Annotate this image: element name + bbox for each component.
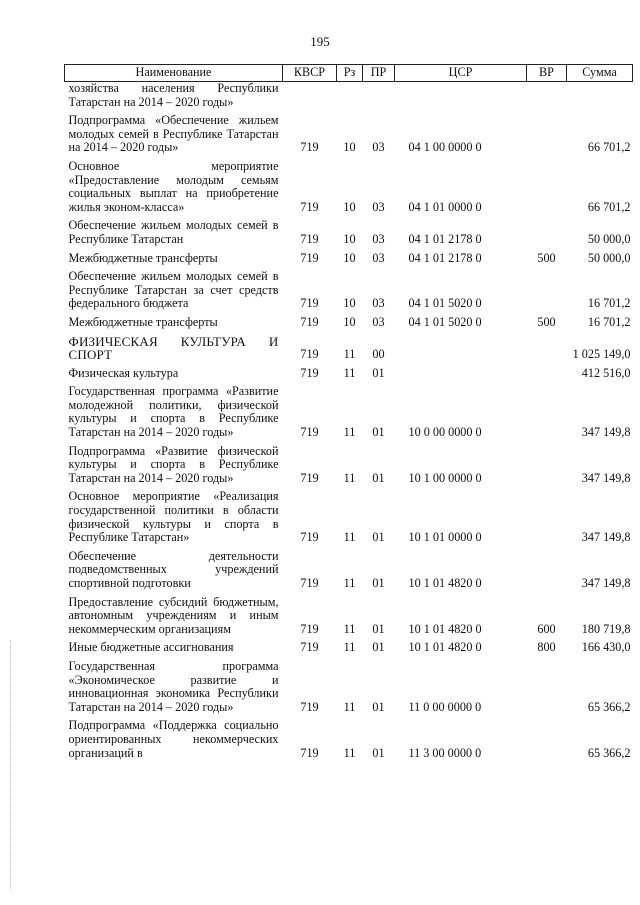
row-kvsr — [283, 82, 337, 115]
row-pr: 01 — [372, 470, 385, 485]
row-sum: 66 701,2 — [587, 140, 631, 155]
row-csr — [395, 82, 527, 115]
row-kvsr: 719 — [300, 250, 319, 265]
header-csr: ЦСР — [395, 65, 527, 82]
row-rz: 11 — [343, 745, 356, 760]
row-pr: 01 — [372, 365, 385, 380]
table-header-row — [65, 65, 633, 82]
row-sum: 1 025 149,0 — [572, 347, 631, 362]
row-name: Государственная программа «Развитие молодежной политики, физической культуры и спорта в Республике Татарстан на 2014 – 2020 годы» — [68, 384, 279, 440]
row-rz: 10 — [343, 314, 356, 329]
row-csr: 10 1 01 4820 0 — [408, 621, 482, 636]
row-vr — [527, 270, 567, 316]
row-rz: 10 — [343, 231, 356, 246]
row-rz: 11 — [343, 530, 356, 545]
row-sum: 166 430,0 — [581, 640, 631, 655]
row-pr: 03 — [372, 250, 385, 265]
table-row — [65, 219, 633, 251]
row-vr — [527, 445, 567, 491]
row-pr: 00 — [372, 347, 385, 362]
row-sum: 50 000,0 — [587, 231, 631, 246]
row-vr — [527, 719, 567, 765]
row-vr — [527, 490, 567, 549]
row-name: Обеспечение жильем молодых семей в Республике Татарстан — [68, 218, 279, 246]
row-vr — [527, 160, 567, 219]
header-name: Наименование — [65, 65, 283, 82]
table-row — [65, 596, 633, 642]
row-vr — [527, 550, 567, 596]
header-pr: ПР — [363, 65, 395, 82]
row-rz: 10 — [343, 296, 356, 311]
row-sum: 50 000,0 — [587, 250, 631, 265]
row-pr: 01 — [372, 425, 385, 440]
row-pr — [363, 82, 395, 115]
row-pr: 03 — [372, 199, 385, 214]
table-row — [65, 550, 633, 596]
row-vr — [527, 82, 567, 115]
row-csr: 11 3 00 0000 0 — [408, 745, 482, 760]
row-kvsr: 719 — [300, 140, 319, 155]
row-vr: 500 — [537, 314, 556, 329]
row-sum: 16 701,2 — [587, 314, 631, 329]
table-row — [65, 252, 633, 271]
table-row — [65, 719, 633, 765]
row-csr: 04 1 01 5020 0 — [408, 314, 482, 329]
row-name: Физическая культура — [68, 365, 179, 380]
row-pr: 01 — [372, 621, 385, 636]
row-rz: 11 — [343, 347, 356, 362]
row-vr — [527, 385, 567, 444]
row-sum: 65 366,2 — [587, 745, 631, 760]
row-csr: 04 1 01 2178 0 — [408, 250, 482, 265]
row-csr: 10 0 00 0000 0 — [408, 425, 482, 440]
row-name: Основное мероприятие «Предоставление молодым семьям социальных выплат на приобретение жилья эконом-класса» — [68, 158, 279, 214]
row-vr — [527, 114, 567, 160]
row-sum: 16 701,2 — [587, 296, 631, 311]
row-csr: 10 1 01 4820 0 — [408, 640, 482, 655]
row-csr: 04 1 00 0000 0 — [408, 140, 482, 155]
row-kvsr: 719 — [300, 347, 319, 362]
row-csr: 10 1 01 4820 0 — [408, 576, 482, 590]
row-name: Подпрограмма «Обеспечение жильем молодых семей в Республике Татарстан на 2014 – 2020 годы» — [68, 113, 279, 155]
row-sum: 412 516,0 — [581, 365, 631, 380]
row-vr: 600 — [537, 621, 556, 636]
margin-dotted-line — [10, 640, 12, 890]
row-kvsr: 719 — [300, 745, 319, 760]
row-name: ФИЗИЧЕСКАЯ КУЛЬТУРА И СПОРТ — [68, 333, 279, 363]
row-rz: 10 — [343, 250, 356, 265]
row-name: Основное мероприятие «Реализация государственной политики в области физической культуры и спорта в Республике Татарстан» — [68, 489, 279, 545]
row-pr: 03 — [372, 314, 385, 329]
budget-table — [64, 64, 633, 765]
row-name: Обеспечение жильем молодых семей в Республике Татарстан за счет средств федерального бюджета — [68, 269, 279, 311]
row-name: Государственная программа «Экономическое развитие и инновационная экономика Республики Татарстан на 2014 – 2020 годы» — [68, 658, 279, 714]
row-kvsr: 719 — [300, 530, 319, 545]
row-csr — [395, 335, 527, 367]
row-name: Иные бюджетные ассигнования — [68, 640, 234, 655]
table-row — [65, 114, 633, 160]
header-kvsr: КВСР — [283, 65, 337, 82]
row-vr: 800 — [537, 640, 556, 655]
row-sum: 347 149,8 — [581, 425, 631, 440]
row-csr: 10 1 00 0000 0 — [408, 470, 482, 485]
table-row — [65, 367, 633, 386]
row-csr: 04 1 01 5020 0 — [408, 296, 482, 311]
row-sum — [567, 82, 633, 115]
row-csr: 10 1 01 0000 0 — [408, 530, 482, 545]
row-sum: 180 719,8 — [581, 621, 631, 636]
row-csr — [395, 367, 527, 386]
row-rz: 10 — [343, 199, 356, 214]
row-pr: 01 — [372, 640, 385, 655]
table-row — [65, 445, 633, 491]
row-name: Межбюджетные трансферты — [68, 314, 218, 329]
table-row — [65, 160, 633, 219]
row-name: Обеспечение деятельности подведомственных учреждений спортивной подготовки — [68, 548, 279, 590]
row-rz: 11 — [343, 640, 356, 655]
header-sum: Сумма — [567, 65, 633, 82]
row-kvsr: 719 — [300, 640, 319, 655]
row-kvsr: 719 — [300, 699, 319, 714]
row-vr — [527, 367, 567, 386]
row-rz: 11 — [343, 470, 356, 485]
row-sum: 65 366,2 — [587, 699, 631, 714]
header-vr: ВР — [527, 65, 567, 82]
row-kvsr: 719 — [300, 199, 319, 214]
row-rz — [337, 82, 363, 115]
row-sum: 347 149,8 — [581, 530, 631, 545]
row-pr: 01 — [372, 745, 385, 760]
table-row — [65, 641, 633, 660]
row-vr — [527, 335, 567, 367]
row-kvsr: 719 — [300, 470, 319, 485]
row-kvsr: 719 — [300, 314, 319, 329]
row-vr — [527, 660, 567, 719]
row-pr: 01 — [372, 530, 385, 545]
row-sum: 347 149,8 — [581, 576, 631, 590]
row-name: Межбюджетные трансферты — [68, 250, 218, 265]
table-row — [65, 316, 633, 335]
row-pr: 03 — [372, 296, 385, 311]
row-vr — [527, 219, 567, 251]
table-row — [65, 385, 633, 444]
row-kvsr: 719 — [300, 621, 319, 636]
row-csr: 04 1 01 0000 0 — [408, 199, 482, 214]
row-kvsr: 719 — [300, 365, 319, 380]
row-name: Предоставление субсидий бюджетным, автономным учреждениям и иным некоммерческим организациям — [68, 594, 279, 636]
row-rz: 11 — [343, 699, 356, 714]
row-vr: 500 — [537, 250, 556, 265]
row-rz: 10 — [343, 140, 356, 155]
row-csr: 04 1 01 2178 0 — [408, 231, 482, 246]
header-rz: Рз — [337, 65, 363, 82]
row-name: Подпрограмма «Развитие физической культуры и спорта в Республике Татарстан на 2014 – 2020 годы» — [68, 443, 279, 485]
row-rz: 11 — [343, 576, 356, 590]
page-number: 195 — [310, 34, 330, 49]
row-sum: 66 701,2 — [587, 199, 631, 214]
row-pr: 01 — [372, 699, 385, 714]
row-kvsr: 719 — [300, 576, 319, 590]
table-row — [65, 660, 633, 719]
row-sum: 347 149,8 — [581, 470, 631, 485]
row-kvsr: 719 — [300, 425, 319, 440]
row-rz: 11 — [343, 365, 356, 380]
row-name: Подпрограмма «Поддержка социально ориентированных некоммерческих организаций в — [68, 718, 279, 760]
table-row — [65, 270, 633, 316]
row-rz: 11 — [343, 425, 356, 440]
row-pr: 03 — [372, 231, 385, 246]
table-row — [65, 490, 633, 549]
row-rz: 11 — [343, 621, 356, 636]
row-csr: 11 0 00 0000 0 — [408, 699, 482, 714]
table-row — [65, 335, 633, 367]
row-pr: 03 — [372, 140, 385, 155]
table-row — [65, 82, 633, 115]
row-kvsr: 719 — [300, 231, 319, 246]
row-pr: 01 — [372, 576, 385, 590]
row-kvsr: 719 — [300, 296, 319, 311]
row-name: хозяйства населения Республики Татарстан на 2014 – 2020 годы» — [68, 81, 279, 109]
